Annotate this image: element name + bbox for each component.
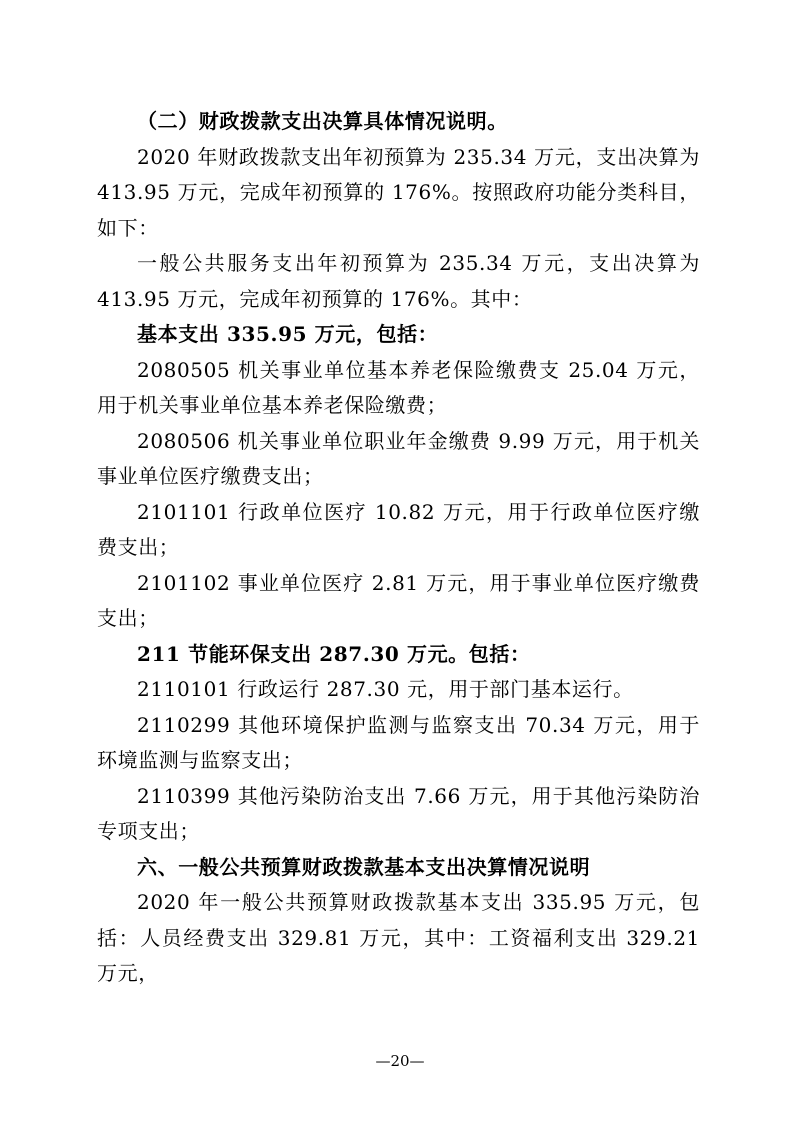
- document-body: [97, 104, 700, 992]
- subheading-energy-environment: 211 节能环保支出 287.30 万元。包括：: [137, 641, 531, 666]
- paragraph-basic-expenditure-2020: 2020 年一般公共预算财政拨款基本支出 335.95 万元，包括：人员经费支出 329.81 万元，其中：工资福利支出 329.21 万元，: [97, 890, 700, 985]
- page-number: —20—: [375, 1052, 425, 1070]
- paragraph-item-2101102: 2101102 事业单位医疗 2.81 万元，用于事业单位医疗缴费支出；: [97, 570, 700, 630]
- paragraph-fiscal-summary: 2020 年财政拨款支出年初预算为 235.34 万元，支出决算为 413.95 万元，完成年初预算的 176%。按照政府功能分类科目，如下：: [97, 144, 700, 240]
- paragraph-general-public-services: 一般公共服务支出年初预算为 235.34 万元，支出决算为 413.95 万元，完成年初预算的 176%。其中：: [97, 251, 700, 311]
- paragraph-item-2110399: 2110399 其他污染防治支出 7.66 万元，用于其他污染防治专项支出；: [97, 783, 700, 843]
- paragraph-item-2110299: 2110299 其他环境保护监测与监察支出 70.34 万元，用于环境监测与监察支出；: [97, 712, 700, 772]
- section-heading-basic-expenditure-explanation: 六、一般公共预算财政拨款基本支出决算情况说明: [137, 854, 591, 879]
- paragraph-item-2080506: 2080506 机关事业单位职业年金缴费 9.99 万元，用于机关事业单位医疗缴费支出；: [97, 428, 700, 488]
- section-heading-fiscal-detail: （二）财政拨款支出决算具体情况说明。: [137, 109, 508, 133]
- paragraph-item-2110101: 2110101 行政运行 287.30 元，用于部门基本运行。: [137, 677, 634, 701]
- paragraph-item-2101101: 2101101 行政单位医疗 10.82 万元，用于行政单位医疗缴费支出；: [97, 499, 700, 559]
- paragraph-item-2080505: 2080505 机关事业单位基本养老保险缴费支 25.04 万元，用于机关事业单位基本养老保险缴费；: [97, 357, 700, 417]
- subheading-basic-expenditure: 基本支出 335.95 万元，包括：: [137, 322, 439, 346]
